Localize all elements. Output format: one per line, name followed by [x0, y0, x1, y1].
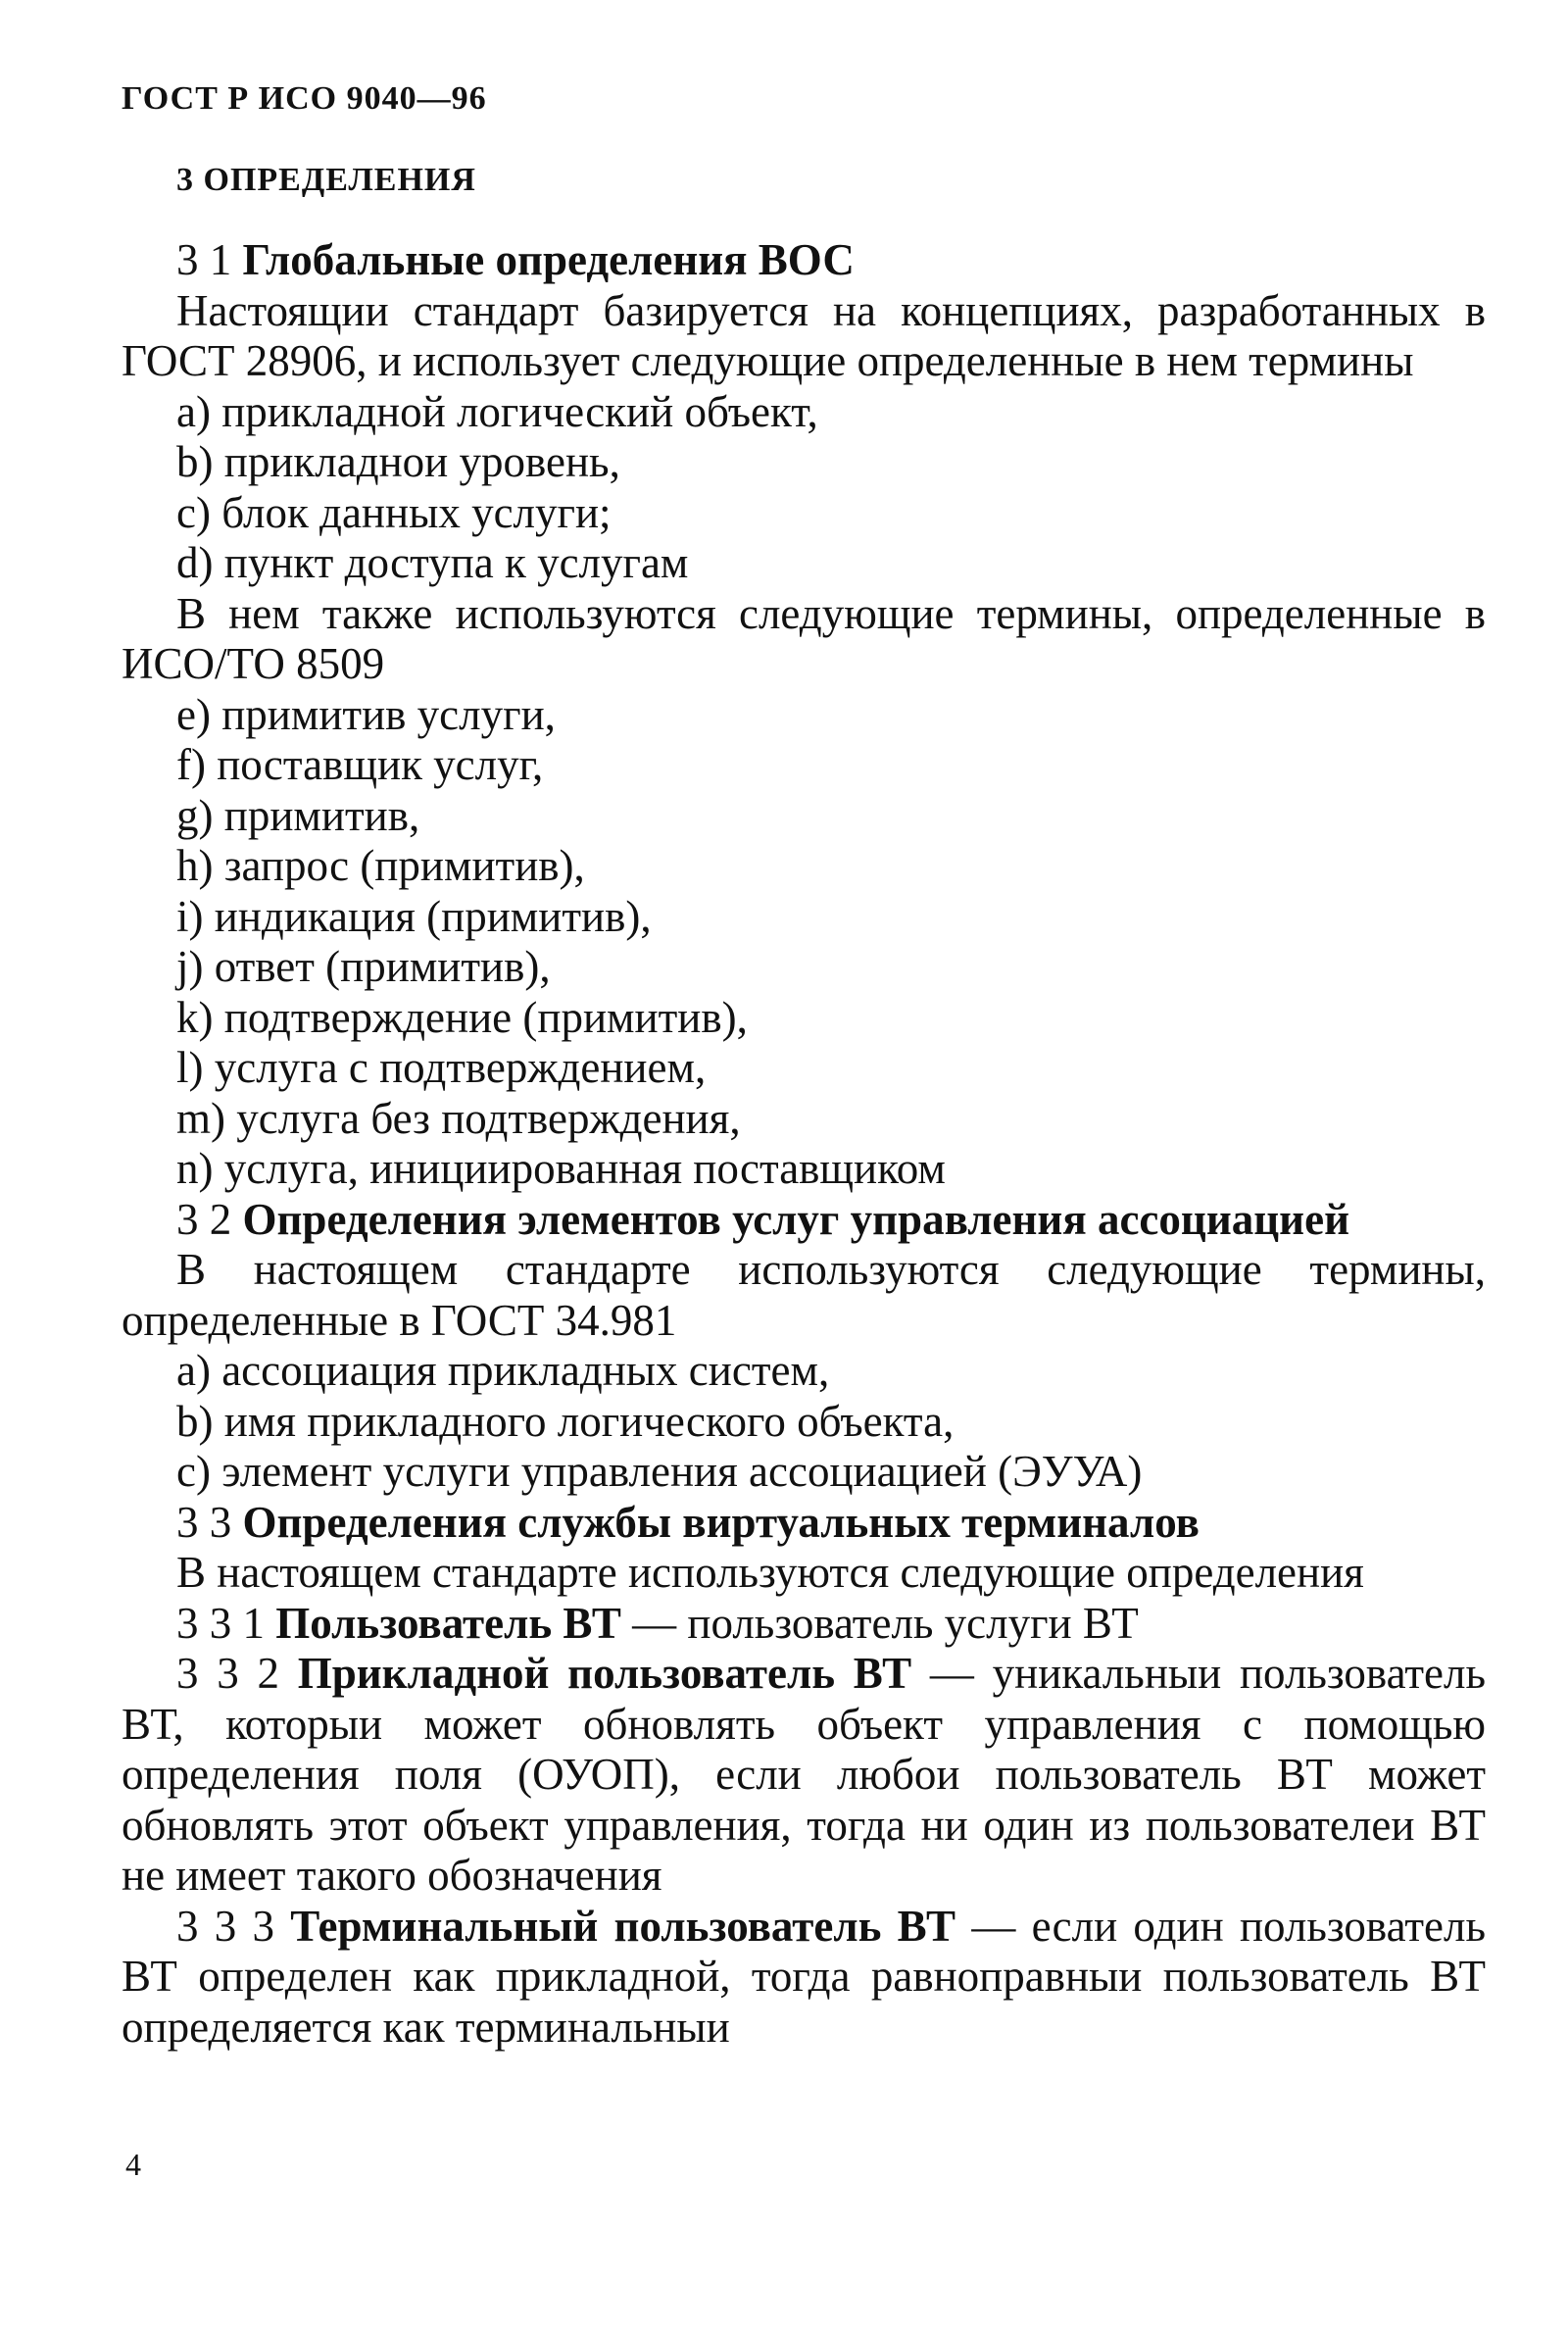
- list-item: c) элемент услуги управления ассоциацией (ЭУУА): [176, 1447, 1143, 1496]
- definition-3-3-3: [122, 1902, 1486, 2054]
- subsection-3-3-heading: [122, 1498, 1486, 1549]
- subsection-number: 3 1: [176, 235, 232, 284]
- definition-number: 3 3 2: [176, 1649, 279, 1698]
- list-item: f) поставщик услуг,: [176, 740, 544, 789]
- subsection-number: 3 3: [176, 1497, 232, 1547]
- paragraph: Настоящии стандарт базируется на концепциях, разработанных в ГОСТ 28906, и использует следующие определенные в нем термины: [122, 285, 1486, 385]
- subsection-3-1-heading: [122, 235, 1486, 286]
- list-item: e) примитив услуги,: [176, 689, 556, 739]
- document-body: [122, 235, 1486, 2053]
- definition-3-3-1: [122, 1599, 1486, 1650]
- list-item: l) услуга с подтверждением,: [176, 1043, 707, 1092]
- list-item: i) индикация (примитив),: [176, 891, 652, 941]
- definition-text: — если один пользователь ВТ определен как прикладной, тогда равноправныи пользователь ВТ определяется как терминальныи: [122, 1901, 1487, 2052]
- definition-term: Прикладной пользователь ВТ: [297, 1649, 912, 1698]
- paragraph: В настоящем стандарте используются следующие определения: [176, 1548, 1364, 1597]
- section-title: 3 ОПРЕДЕЛЕНИЯ: [176, 162, 476, 198]
- definition-number: 3 3 1: [176, 1598, 265, 1648]
- list-item: b) прикладнои уровень,: [176, 437, 620, 486]
- document-header: ГОСТ Р ИСО 9040—96: [122, 80, 487, 117]
- subsection-number: 3 2: [176, 1194, 232, 1244]
- list-item: a) ассоциация прикладных систем,: [176, 1346, 830, 1395]
- list-item: c) блок данных услуги;: [176, 487, 612, 537]
- list-item: m) услуга без подтверждения,: [176, 1093, 741, 1143]
- paragraph: В настоящем стандарте используются следующие термины, определенные в ГОСТ 34.981: [122, 1245, 1486, 1345]
- list-item: h) запрос (примитив),: [176, 841, 585, 890]
- definition-3-3-2: [122, 1649, 1486, 1902]
- definition-term: Пользователь ВТ: [275, 1598, 621, 1648]
- list-item: b) имя прикладного логического объекта,: [176, 1396, 955, 1446]
- list-item: d) пункт доступа к услугам: [176, 538, 689, 587]
- subsection-title: Определения элементов услуг управления ассоциацией: [242, 1194, 1350, 1244]
- list-item: a) прикладной логический объект,: [176, 386, 818, 436]
- list-item: n) услуга, инициированная поставщиком: [176, 1144, 946, 1193]
- subsection-title: Глобальные определения ВОС: [242, 235, 855, 284]
- subsection-3-2-heading: [122, 1195, 1486, 1246]
- list-item: g) примитив,: [176, 790, 420, 840]
- paragraph: В нем также используются следующие термины, определенные в ИСО/ТО 8509: [122, 588, 1486, 688]
- definition-text: — уникальныи пользователь ВТ, которыи может обновлять объект управления с помощью определения поля (ОУОП), если любои пользователь ВТ может обновлять этот объект управления, тогда ни один из пользователеи ВТ не имеет такого обозначения: [122, 1649, 1487, 1900]
- definition-number: 3 3 3: [176, 1901, 274, 1951]
- list-item: j) ответ (примитив),: [176, 942, 551, 991]
- definition-text: — пользователь услуги ВТ: [632, 1598, 1139, 1648]
- subsection-title: Определения службы виртуальных терминалов: [242, 1497, 1200, 1547]
- definition-term: Терминальный пользователь ВТ: [290, 1901, 956, 1951]
- page-number: 4: [125, 2147, 141, 2182]
- list-item: k) подтверждение (примитив),: [176, 992, 748, 1042]
